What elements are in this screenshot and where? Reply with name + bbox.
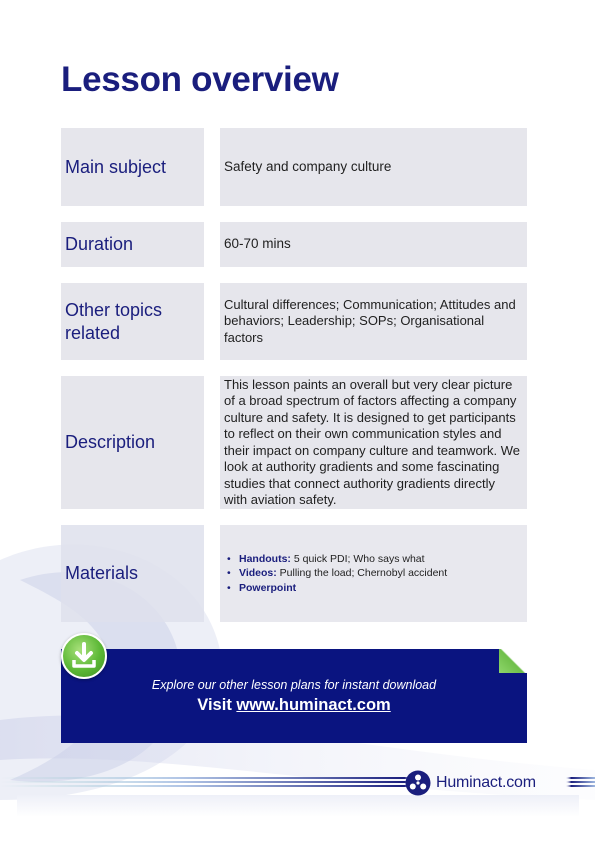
footer-band [17,795,579,817]
row-value: Safety and company culture [220,128,527,206]
row-label-cell [61,525,204,622]
download-icon [63,635,105,677]
row-label-cell [61,128,204,206]
materials-list [224,552,447,596]
huminact-logo[interactable] [405,770,536,796]
row-label: Duration [65,234,134,254]
page-title: Lesson overview [61,60,339,99]
page-curl-corner [499,649,527,673]
row-label-cell [61,222,204,267]
logo-text: Huminact.com [436,774,536,791]
banner-visit: Visit www.huminact.com [197,696,391,714]
row-main-subject [61,128,527,206]
list-item: • Powerpoint [224,581,447,596]
row-label-cell [61,376,204,509]
banner-tagline: Explore our other lesson plans for instant download [151,678,437,692]
row-value: This lesson paints an overall but very clear picture of a broad spectrum of factors affecting a company culture and safety. It is designed to get participants to reflect on their own communication styles and their impact on company culture and teamwork. We look at authority gradients and some fascinating studies that connect authority gradients directly with aviation safety. [220,376,527,509]
row-label: Materials [65,563,139,583]
row-value: Cultural differences; Communication; Attitudes and behaviors; Leadership; SOPs; Organisational factors [220,283,527,360]
row-label: Description [65,432,156,452]
row-label-cell [61,283,204,360]
row-description [61,376,527,509]
row-label: Other topics related [65,299,163,343]
huminact-logo-icon [405,770,431,796]
website-link[interactable]: www.huminact.com [236,696,391,714]
row-value: 60-70 mins [220,222,527,267]
list-item: • Handouts: 5 quick PDI; Who says what [224,552,447,567]
download-button[interactable] [61,633,107,679]
row-other-topics [61,283,527,360]
row-value [220,525,527,622]
promo-banner[interactable] [61,649,527,743]
row-materials [61,525,527,622]
row-label: Main subject [65,156,167,177]
list-item: • Videos: Pulling the load; Chernobyl accident [224,566,447,581]
row-duration [61,222,527,267]
